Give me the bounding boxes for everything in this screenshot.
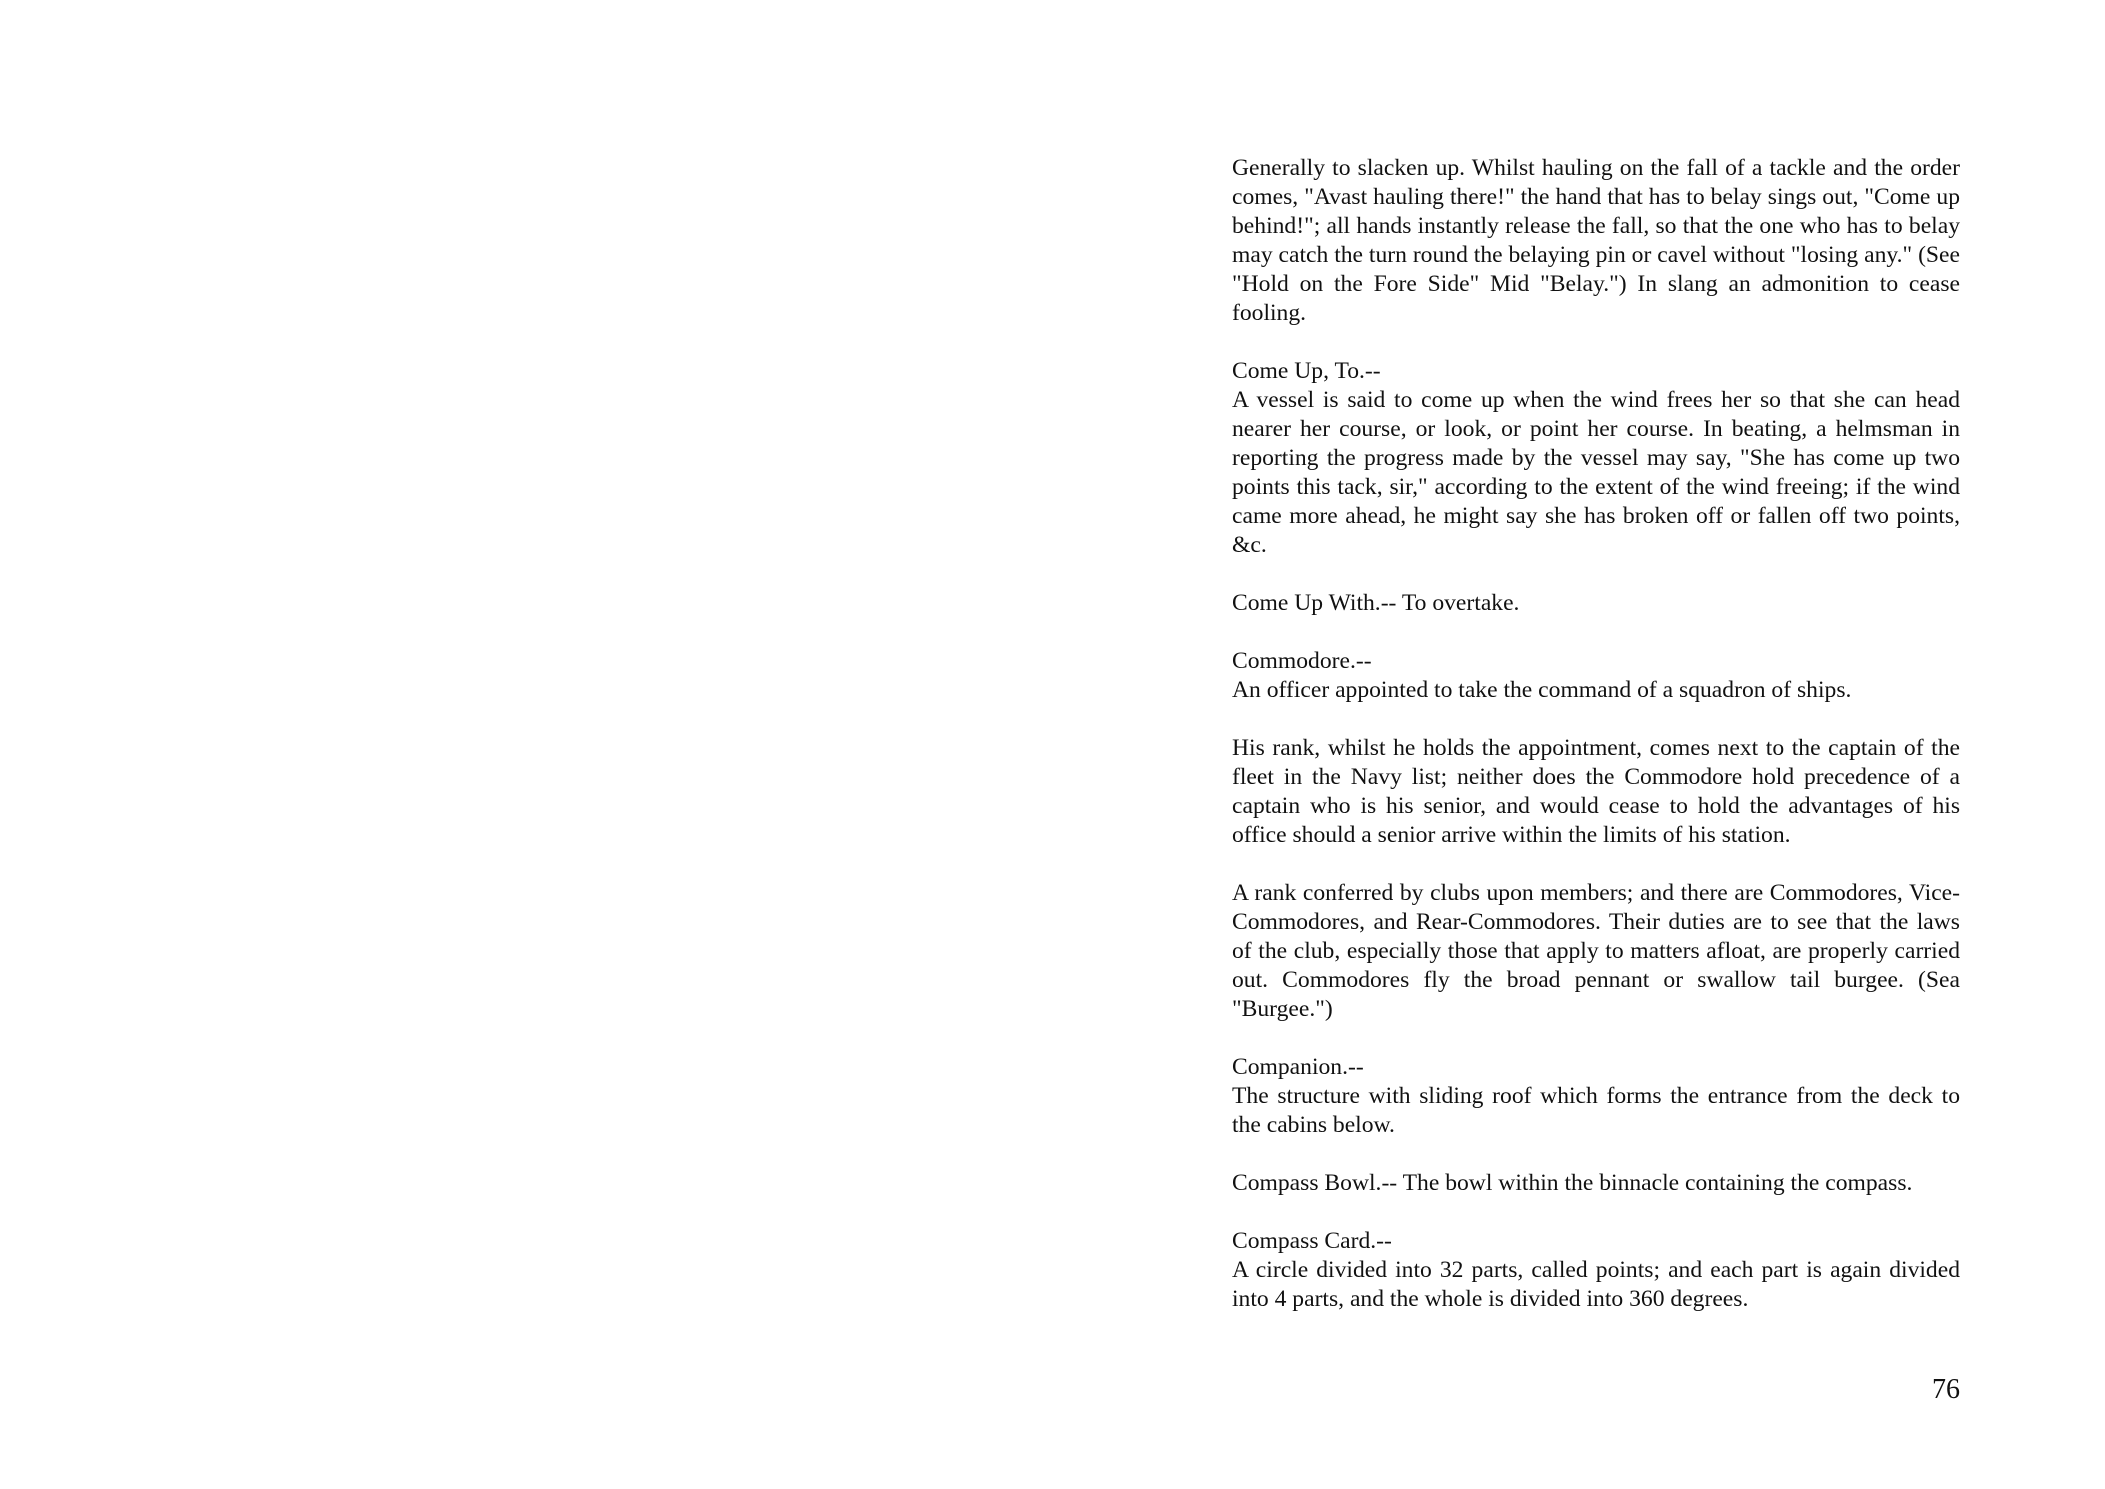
entry-compass-card bbox=[1232, 1227, 1960, 1314]
entry-term: Commodore.-- bbox=[1232, 648, 1372, 674]
commodore-paragraph-2: His rank, whilst he holds the appointment, comes next to the captain of the fleet in the Navy list; neither does the Commodore hold precedence of a captain who is his senior, and would cease to hold the advantages of his office should a senior arrive within the limits of his station. bbox=[1232, 735, 1960, 848]
entry-compass-bowl: Compass Bowl.-- The bowl within the binnacle containing the compass. bbox=[1232, 1170, 1913, 1196]
entry-definition: A vessel is said to come up when the wind frees her so that she can head nearer her course, or look, or point her course. In beating, a helmsman in reporting the progress made by the vessel may say, "She has come up two points this tack, sir," according to the extent of the wind freeing; if the wind came more ahead, he might say she has broken off or fallen off two points, &c. bbox=[1232, 387, 1960, 558]
right-page-text bbox=[1232, 154, 1960, 1314]
continuation-paragraph: Generally to slacken up. Whilst hauling on the fall of a tackle and the order comes, "Avast hauling there!" the hand that has to belay sings out, "Come up behind!"; all hands instantly release the fall, so that the one who has to belay may catch the turn round the belaying pin or cavel without "losing any." (See "Hold on the Fore Side" Mid "Belay.") In slang an admonition to cease fooling. bbox=[1232, 155, 1960, 326]
page-number: 76 bbox=[1932, 1374, 1960, 1405]
blank-left-page bbox=[0, 0, 1052, 1489]
entry-companion bbox=[1232, 1053, 1960, 1140]
entry-term: Companion.-- bbox=[1232, 1054, 1364, 1080]
entry-term: Come Up, To.-- bbox=[1232, 358, 1381, 384]
commodore-paragraph-3: A rank conferred by clubs upon members; and there are Commodores, Vice-Commodores, and Rear-Commodores. Their duties are to see that the laws of the club, especially those that apply to matters afloat, are properly carried out. Commodores fly the broad pennant or swallow tail burgee. (Sea "Burgee.") bbox=[1232, 880, 1960, 1022]
entry-definition: The structure with sliding roof which forms the entrance from the deck to the cabins below. bbox=[1232, 1083, 1960, 1138]
entry-definition: An officer appointed to take the command of a squadron of ships. bbox=[1232, 677, 1852, 703]
entry-definition: A circle divided into 32 parts, called points; and each part is again divided into 4 parts, and the whole is divided into 360 degrees. bbox=[1232, 1257, 1960, 1312]
entry-term: Compass Card.-- bbox=[1232, 1228, 1392, 1254]
entry-commodore bbox=[1232, 647, 1960, 705]
entry-come-up-to bbox=[1232, 357, 1960, 560]
entry-come-up-with: Come Up With.-- To overtake. bbox=[1232, 590, 1520, 616]
